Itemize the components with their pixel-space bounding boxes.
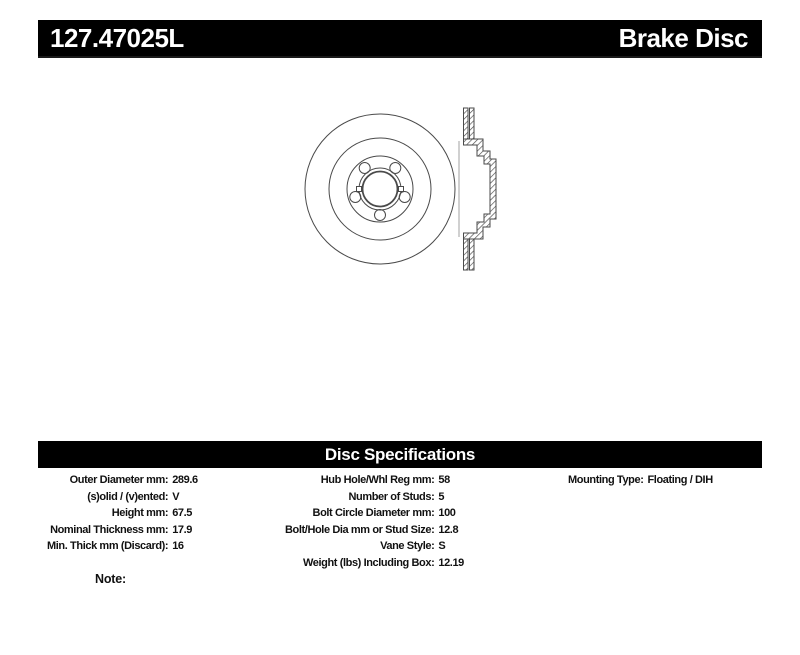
spec-value: Floating / DIH [647,474,713,486]
spec-value: 17.9 [172,523,193,536]
spec-column-hub [285,472,464,571]
bore-notch-left [357,187,362,192]
spec-value: 58 [438,474,450,486]
spec-label: Outer Diameter mm: [69,474,169,486]
spec-value: V [172,490,180,503]
center-bore-outer-circle [359,168,401,210]
disc-outer-diameter-circle [305,114,455,264]
technical-drawing [290,95,515,285]
spec-label: Weight (lbs) Including Box: [302,556,435,569]
part-number: 127.47025L [50,22,184,53]
spec-label: Bolt/Hole Dia mm or Stud Size: [285,523,435,536]
stud-hole [390,163,401,174]
spec-column-dimensions [47,472,198,555]
section-plate [464,108,469,139]
spec-label: Vane Style: [380,540,435,552]
spec-value: 12.19 [438,556,464,569]
spec-value: 5 [438,490,445,503]
spec-label: Hub Hole/Whl Reg mm: [320,474,435,486]
spec-label: Mounting Type: [568,474,644,486]
section-hat-profile [464,139,497,239]
spec-section-title: Disc Specifications [324,444,476,464]
spec-label: Nominal Thickness mm: [50,523,169,536]
spec-label: Bolt Circle Diameter mm: [312,507,435,519]
bore-notch-right [399,187,404,192]
header-bar [38,20,762,58]
stud-hole [399,192,410,203]
stud-hole [375,210,386,221]
product-title: Brake Disc [618,22,748,53]
section-plate [464,239,469,270]
spec-section-header [38,441,762,468]
stud-hole [359,163,370,174]
spec-label: Number of Studs: [348,490,435,503]
brake-disc-front-view [305,114,455,264]
spec-label: Min. Thick mm (Discard): [47,540,169,552]
section-plate [470,239,475,270]
spec-value: 12.8 [438,523,459,536]
center-bore-inner-circle [363,172,398,207]
section-plate [470,108,475,139]
spec-value: S [438,540,446,552]
disc-friction-surface-circle [329,138,431,240]
spec-label: (s)olid / (v)ented: [87,490,169,503]
spec-value: 16 [172,540,184,552]
spec-value: 289.6 [172,474,198,486]
spec-label: Height mm: [111,507,169,519]
brake-disc-drawing-svg [290,95,515,285]
stud-hole [350,192,361,203]
note-label: Note: [95,572,126,586]
spec-column-mounting [568,472,713,489]
spec-value: 100 [438,507,456,519]
spec-value: 67.5 [172,507,193,519]
brake-disc-cross-section-view [459,108,496,270]
